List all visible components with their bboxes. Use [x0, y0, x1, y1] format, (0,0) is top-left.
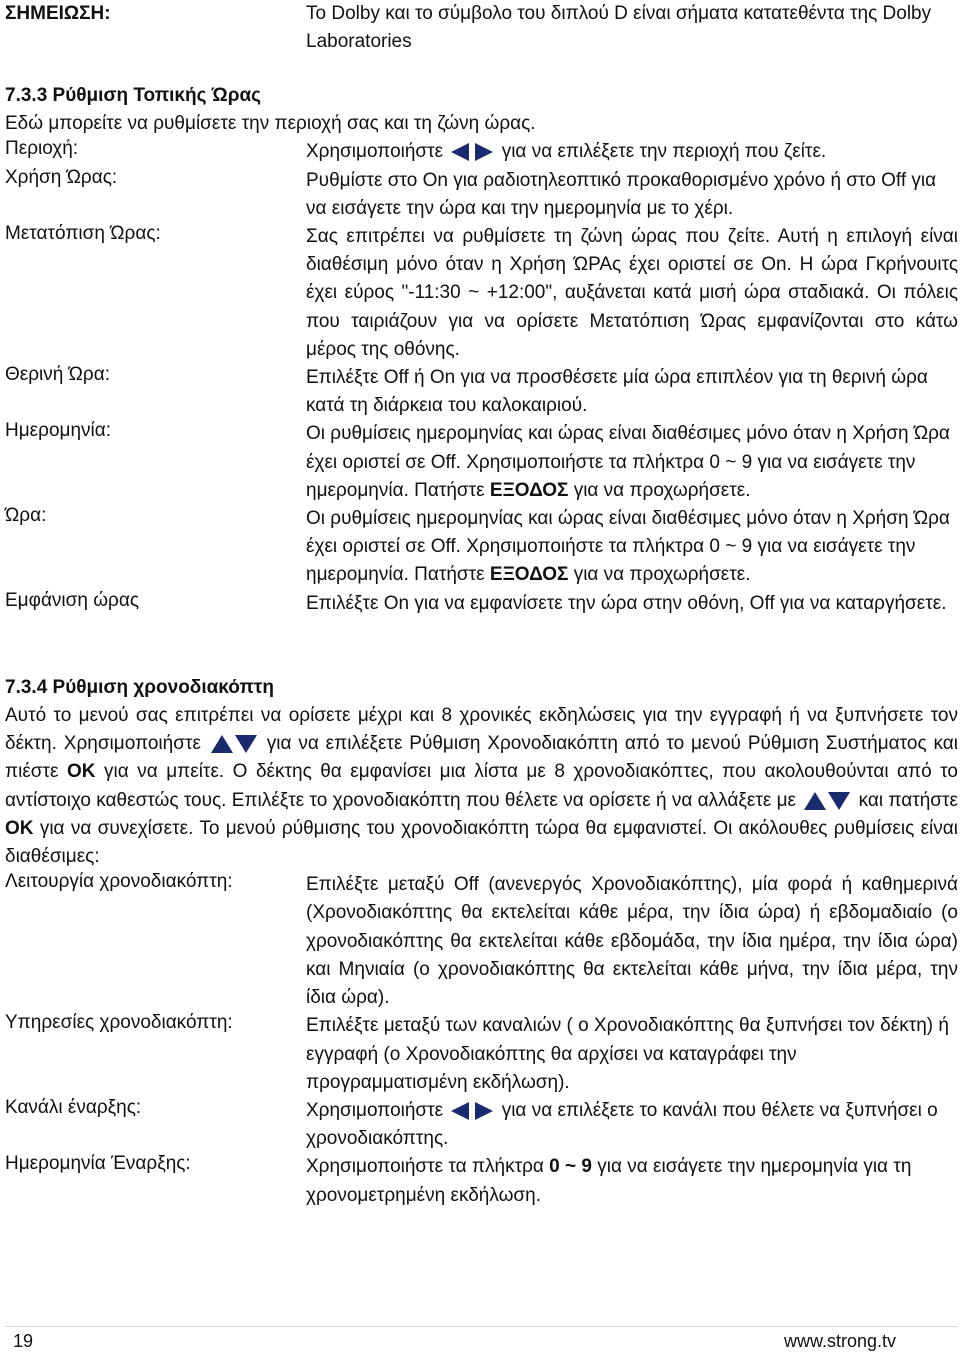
setting-row-timer-services [5, 1012, 958, 1097]
setting-row-timer-mode [5, 871, 958, 1012]
setting-label: Θερινή Ώρα: [5, 364, 110, 386]
intro-text: και πατήστε [858, 789, 958, 811]
setting-description: Ρυθμίστε στο On για ραδιοτηλεοπτικό προκαθορισμένο χρόνο ή στο Off για να εισάγετε την ώρα και την ημερομηνία με το χέρι. [306, 169, 937, 219]
left-right-arrows-icon [451, 1101, 493, 1121]
desc-text: για να προχωρήσετε. [573, 564, 751, 586]
intro-text: για να επιλέξετε Ρύθμιση Χρονοδιακόπτη από το μενού Ρύθμιση Συστήματος και πιέστε [5, 733, 958, 783]
up-down-arrows-icon [211, 734, 257, 754]
exit-key-label: ΕΞΟΔΟΣ [489, 479, 569, 501]
page-footer [5, 1326, 958, 1351]
ok-key-label: OK [67, 761, 96, 783]
desc-text: Οι ρυθμίσεις ημερομηνίας και ώρας είναι διαθέσιμες μόνο όταν η Χρήση Ώρα έχει οριστεί σε Off. Χρησιμοποιήστε τα πλήκτρα 0 ~ 9 για να εισάγετε την ημερομηνία. Πατήστε [306, 508, 950, 586]
setting-label: Λειτουργία χρονοδιακόπτη: [5, 871, 233, 893]
ok-key-label: OK [5, 817, 34, 839]
section-733-intro: Εδώ μπορείτε να ρυθμίσετε την περιοχή σας και τη ζώνη ώρας. [5, 113, 536, 135]
section-733-title: 7.3.3 Ρύθμιση Τοπικής Ώρας [5, 85, 262, 106]
section-734-intro [5, 702, 958, 871]
setting-description [306, 1097, 958, 1153]
setting-label: Χρήση Ώρας: [5, 166, 118, 188]
setting-label: Υπηρεσίες χρονοδιακόπτη: [5, 1012, 233, 1034]
section-734-title: 7.3.4 Ρύθμιση χρονοδιακόπτη [5, 676, 274, 698]
setting-row-date [5, 420, 958, 505]
setting-row-start-channel [5, 1097, 958, 1153]
desc-text: για να προχωρήσετε. [573, 479, 751, 501]
setting-label: Εμφάνιση ώρας [5, 589, 140, 611]
setting-row-summer-time [5, 364, 958, 420]
setting-description: Επιλέξτε μεταξύ των καναλιών ( ο Χρονοδιακόπτης θα ξυπνήσει τον δέκτη) ή εγγραφή (ο Χρονοδιακόπτης θα αρχίσει να καταγράφει την προγραμματισμένη εκδήλωση). [306, 1015, 949, 1093]
intro-text: Αυτό το μενού σας επιτρέπει να ορίσετε μέχρι και 8 χρονικές εκδηλώσεις για την εγγραφή ή να ξυπνήσετε τον δέκτη. Χρησιμοποιήστε [5, 705, 958, 755]
setting-row-time-use [5, 167, 958, 223]
left-right-arrows-icon [451, 142, 493, 162]
desc-text: Χρησιμοποιήστε τα πλήκτρα [306, 1156, 544, 1178]
exit-key-label: ΕΞΟΔΟΣ [489, 564, 569, 586]
desc-text: για να εισάγετε την ημερομηνία για τη χρονομετρημένη εκδήλωση. [306, 1156, 912, 1206]
page-number: 19 [13, 1331, 34, 1351]
setting-row-start-date [5, 1153, 958, 1209]
desc-text: για να επιλέξετε το κανάλι που θέλετε να ξυπνήσει ο χρονοδιακόπτης. [306, 1099, 938, 1150]
setting-label: Ημερομηνία: [5, 420, 112, 442]
setting-label: Περιοχή: [5, 138, 79, 160]
setting-row-time-display [5, 590, 958, 618]
desc-text: για να επιλέξετε την περιοχή που ζείτε. [501, 141, 827, 163]
intro-text: για να μπείτε. Ο δέκτης θα εμφανίσει μια λίστα με 8 χρονοδιακόπτες, που ακολουθούνται από το αντίστοιχο καθεστώς τους. Επιλέξτε το χρονοδιακόπτη που θέλετε να ορίσετε ή να αλλάξετε με [5, 761, 958, 811]
setting-description: Επιλέξτε μεταξύ Off (ανενεργός Χρονοδιακόπτης), μία φορά ή καθημερινά (Χρονοδιακόπτης θα εκτελείται κάθε μέρα, την ίδια ώρα) ή εβδομαδιαίο (ο χρονοδιακόπτης θα εκτελείται κάθε εβδομάδα, την ίδια ημέρα, την ίδια ώρα) και Μηνιαία (ο χρονοδιακόπτης θα εκτελείται κάθε μήνα, την ίδια μέρα, την ίδια ώρα). [306, 874, 958, 1009]
up-down-arrows-icon [804, 791, 850, 811]
setting-description [306, 420, 958, 505]
setting-description [306, 505, 958, 590]
setting-row-time-offset [5, 223, 958, 364]
setting-label: Κανάλι έναρξης: [5, 1096, 142, 1118]
setting-description [306, 138, 958, 166]
setting-description: Επιλέξτε On για να εμφανίσετε την ώρα στην οθόνη, Off για να καταργήσετε. [306, 592, 947, 614]
setting-row-time [5, 505, 958, 590]
intro-text: για να συνεχίσετε. Το μενού ρύθμισης του χρονοδιακόπτη τώρα θα εμφανιστεί. Οι ακόλουθες ρυθμίσεις είναι διαθέσιμες: [5, 817, 958, 868]
setting-description: Σας επιτρέπει να ρυθμίσετε τη ζώνη ώρας που ζείτε. Αυτή η επιλογή είναι διαθέσιμη μόνο όταν η Χρήση ΏΡΑς έχει οριστεί σε On. Η ώρα Γκρήνουιτς έχει εύρος "-11:30 ~ +12:00", αυξάνεται κατά μισή ώρα σταδιακά. Οι πόλεις που ταιριάζουν για να ορίσετε Μετατόπιση Ώρας εμφανίζονται στο κάτω μέρος της οθόνης. [306, 226, 958, 360]
note-label: ΣΗΜΕΙΩΣΗ: [5, 3, 111, 24]
setting-description [306, 1153, 958, 1209]
desc-text: Οι ρυθμίσεις ημερομηνίας και ώρας είναι διαθέσιμες μόνο όταν η Χρήση Ώρα έχει οριστεί σε Off. Χρησιμοποιήστε τα πλήκτρα 0 ~ 9 για να εισάγετε την ημερομηνία. Πατήστε [306, 423, 950, 501]
desc-text: Χρησιμοποιήστε [306, 1099, 444, 1121]
setting-label: Ημερομηνία Έναρξης: [5, 1153, 191, 1175]
desc-text: Χρησιμοποιήστε [306, 141, 444, 163]
note-text: Το Dolby και το σύμβολο του διπλού D είναι σήματα κατατεθέντα της Dolby Laboratories [306, 3, 932, 53]
document-page [5, 0, 958, 1210]
setting-label: Μετατόπιση Ώρας: [5, 223, 161, 245]
note-block [5, 0, 958, 57]
setting-label: Ώρα: [5, 505, 47, 527]
footer-url[interactable]: www.strong.tv [783, 1331, 896, 1351]
digit-keys-label: 0 ~ 9 [549, 1156, 592, 1178]
setting-description: Επιλέξτε Off ή On για να προσθέσετε μία ώρα επιπλέον για τη θερινή ώρα κατά τη διάρκεια του καλοκαιριού. [306, 367, 928, 417]
setting-row-region [5, 138, 958, 166]
